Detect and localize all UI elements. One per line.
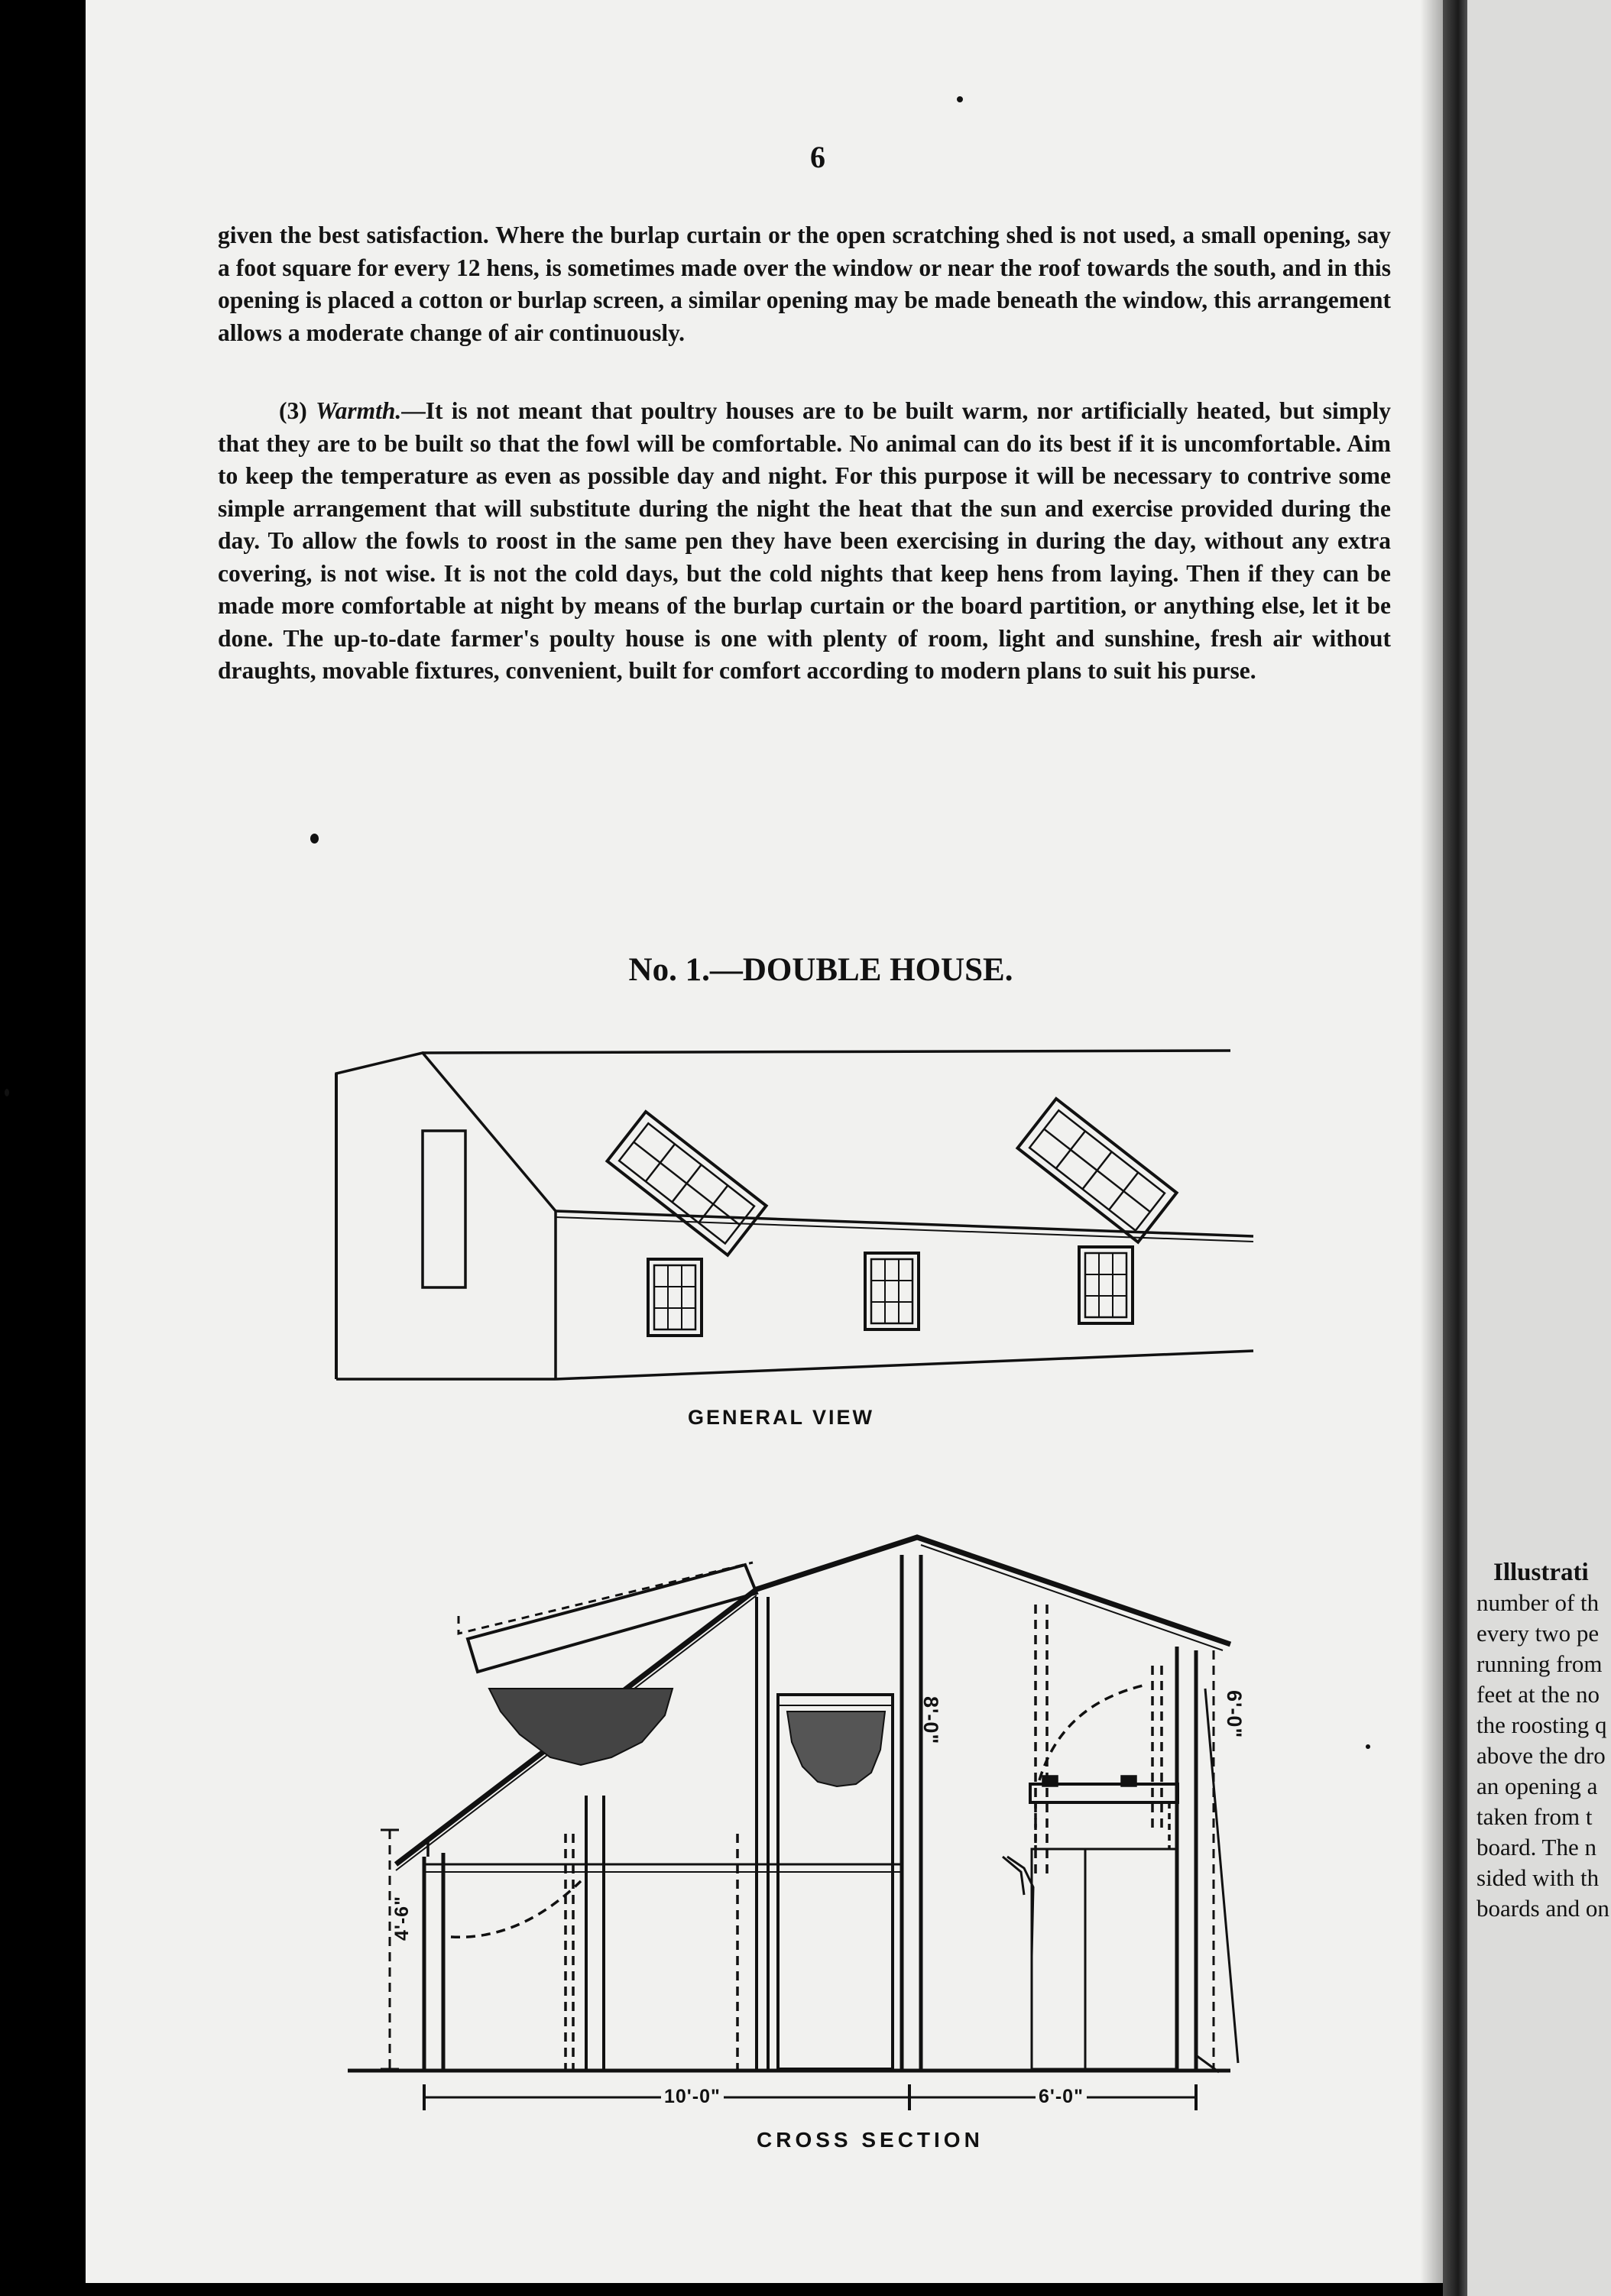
adjacent-line: every two pe — [1476, 1620, 1600, 1647]
left-width-label: 10'-0" — [661, 2086, 724, 2108]
section-number: (3) — [279, 397, 307, 424]
adjacent-line: feet at the no — [1476, 1681, 1600, 1708]
roof-skylight — [468, 1565, 757, 1672]
right-width-label: 6'-0" — [1036, 2086, 1087, 2108]
section-heading: Warmth. — [315, 397, 402, 424]
general-view-label: GENERAL VIEW — [688, 1406, 875, 1429]
right-height-label: 6'-0" — [1223, 1690, 1246, 1739]
burlap-curtain — [489, 1689, 673, 1765]
center-height-label: 8'-0" — [919, 1696, 942, 1745]
figure-title: No. 1.—DOUBLE HOUSE. — [628, 952, 1013, 988]
left-height-label: 4'-6" — [391, 1896, 413, 1941]
section-text: —It is not meant that poultry houses are to be built warm, nor artificially heated, but simply that they are to be built so that the fowl will be comfortable. No animal can do its best if it is uncomfortable. Aim to keep the temperature as even as possible day and night. For this purpose it will be necessary to contrive some simple arrangement that will substitute during the night the heat that the sun and exercise provided during the day. To allow the fowls to roost in the same pen they have been exercising in during the day, without any extra covering, is not wise. It is not the cold days, but the cold nights that keep hens from laying. Then if they can be made more comfortable at night by means of the burlap curtain or the board partition, or anything else, let it be done. The up-to-date farmer's poulty house is one with plenty of room, light and sunshine, fresh air without draughts, movable fixtures, convenient, built for comfort according to modern plans to suit his purse. — [218, 397, 1392, 684]
adjacent-line: boards and on — [1476, 1895, 1609, 1922]
adjacent-line: taken from t — [1476, 1803, 1593, 1830]
adjacent-line: an opening a — [1476, 1773, 1598, 1799]
adjacent-line: number of th — [1476, 1589, 1600, 1616]
cross-section-label: CROSS SECTION — [757, 2128, 984, 2152]
adjacent-line: board. The n — [1476, 1834, 1596, 1860]
adjacent-line: Illustrati — [1493, 1559, 1589, 1586]
adjacent-line: sided with th — [1476, 1864, 1600, 1891]
adjacent-line: the roosting q — [1476, 1711, 1607, 1738]
page-number: 6 — [810, 140, 825, 174]
body-paragraph: given the best satisfaction. Where the burlap curtain or the open scratching shed is not used, a small opening, say a foot square for every 12 hens, is sometimes made over the window or near the roof towards the south, and in this opening is placed a cotton or burlap screen, a similar opening may be made beneath the window, this arrangement allows a moderate change of air continuously. — [218, 222, 1391, 346]
adjacent-line: above the dro — [1476, 1742, 1606, 1769]
adjacent-line: running from — [1476, 1650, 1603, 1677]
